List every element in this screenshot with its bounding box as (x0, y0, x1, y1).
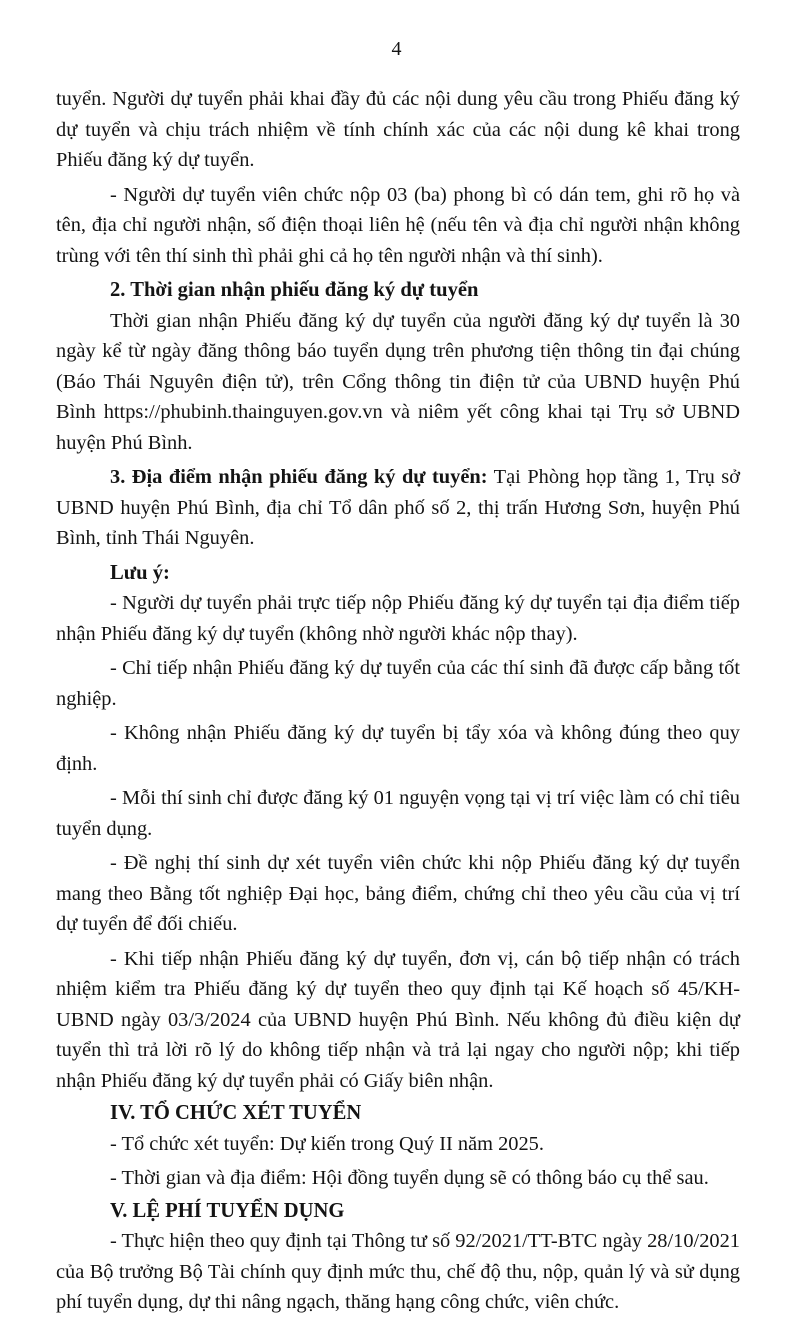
note-item: - Người dự tuyển phải trực tiếp nộp Phiếu đăng ký dự tuyển tại địa điểm tiếp nhận Phiếu đăng ký dự tuyển (không nhờ người khác nộp thay). (56, 592, 740, 645)
note-item: - Chỉ tiếp nhận Phiếu đăng ký dự tuyển của các thí sinh đã được cấp bằng tốt nghiệp. (56, 657, 740, 710)
note-label: Lưu ý: (110, 561, 170, 584)
paragraph-intro: tuyển. Người dự tuyển phải khai đầy đủ các nội dung yêu cầu trong Phiếu đăng ký dự tuyển và chịu trách nhiệm về tính chính xác của các nội dung kê khai trong Phiếu đăng ký dự tuyển. (56, 88, 740, 171)
document-body (56, 84, 740, 1318)
page-number: 4 (391, 38, 402, 60)
note-item: - Mỗi thí sinh chỉ được đăng ký 01 nguyện vọng tại vị trí việc làm có chỉ tiêu tuyển dụng. (56, 787, 740, 840)
paragraph-receive-location (56, 462, 740, 554)
paragraph-envelopes: - Người dự tuyển viên chức nộp 03 (ba) phong bì có dán tem, ghi rõ họ và tên, địa chỉ người nhận, số điện thoại liên hệ (nếu tên và địa chỉ người nhận không trùng với tên thí sinh thì phải ghi cả họ tên người nhận và thí sinh). (56, 183, 740, 267)
section-iv-item: - Thời gian và địa điểm: Hội đồng tuyển dụng sẽ có thông báo cụ thể sau. (110, 1167, 709, 1189)
heading-receive-time: 2. Thời gian nhận phiếu đăng ký dự tuyển (110, 279, 479, 301)
note-item: - Khi tiếp nhận Phiếu đăng ký dự tuyển, đơn vị, cán bộ tiếp nhận có trách nhiệm kiểm tra Phiếu đăng ký dự tuyển theo quy định tại Kế hoạch số 45/KH-UBND ngày 03/3/2024 của UBND huyện Phú Bình. Nếu không đủ điều kiện dự tuyển thì trả lời rõ lý do không tiếp nhận và trả lại ngay cho người nộp; khi tiếp nhận Phiếu đăng ký dự tuyển phải có Giấy biên nhận. (56, 947, 740, 1092)
heading-receive-location: 3. Địa điểm nhận phiếu đăng ký dự tuyển: (110, 466, 488, 488)
section-iv-item: - Tổ chức xét tuyển: Dự kiến trong Quý II năm 2025. (110, 1132, 544, 1155)
section-v-item: - Thực hiện theo quy định tại Thông tư số 92/2021/TT-BTC ngày 28/10/2021 của Bộ trưởng Bộ Tài chính quy định mức thu, chế độ thu, nộp, quản lý và sử dụng phí tuyển dụng, dự thi nâng ngạch, thăng hạng công chức, viên chức. (56, 1230, 741, 1313)
section-heading-iv: IV. TỔ CHỨC XÉT TUYỂN (110, 1102, 362, 1124)
note-item: - Không nhận Phiếu đăng ký dự tuyển bị tẩy xóa và không đúng theo quy định. (56, 722, 740, 775)
note-item: - Đề nghị thí sinh dự xét tuyển viên chức khi nộp Phiếu đăng ký dự tuyển mang theo Bằng tốt nghiệp Đại học, bảng điểm, chứng chỉ theo yêu cầu của vị trí dự tuyển để đối chiếu. (56, 852, 740, 935)
receive-location-text: Tại Phòng họp tầng 1, Trụ sở UBND huyện Phú Bình, địa chỉ Tổ dân phố số 2, thị trấn Hương Sơn, huyện Phú Bình, tỉnh Thái Nguyên. (56, 466, 740, 549)
paragraph-receive-time: Thời gian nhận Phiếu đăng ký dự tuyển của người đăng ký dự tuyển là 30 ngày kể từ ngày đăng thông báo tuyển dụng trên phương tiện thông tin đại chúng (Báo Thái Nguyên điện tử), trên Cổng thông tin điện tử của UBND huyện Phú Bình https://phubinh.thainguyen.gov.vn và niêm yết công khai tại Trụ sở UBND huyện Phú Bình. (56, 309, 740, 454)
section-heading-v: V. LỆ PHÍ TUYỂN DỤNG (110, 1199, 345, 1222)
